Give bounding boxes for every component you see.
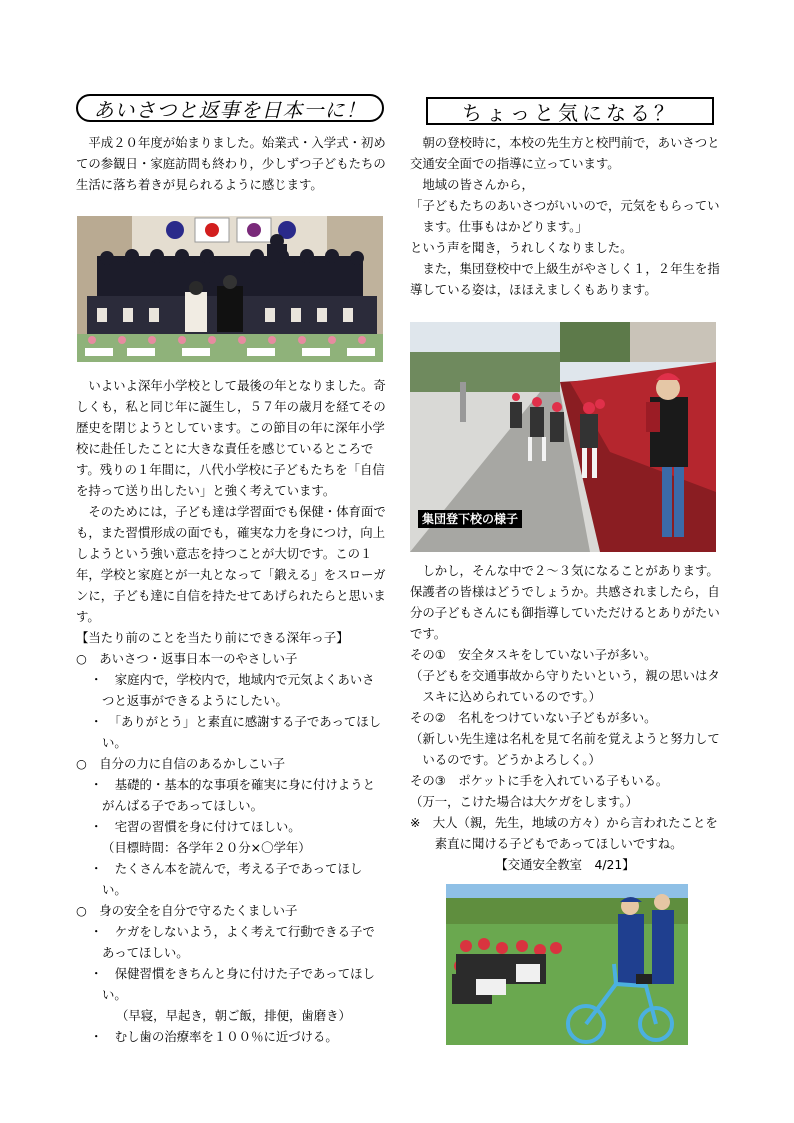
- group-commute-photo: [410, 322, 716, 552]
- left-para3: そのためには，子ども達は学習面でも保健・体育面でも，また習慣形成の面でも，確実な力を身につけ，向上しようという強い意志を持つことが大切です。この１年，学校と家庭とが一丸となって「鍛える」をスローガンに，子ども達に自信を持たせてあげられたらと思います。: [76, 504, 386, 624]
- left-intro-block: [76, 132, 386, 195]
- goal-1-bullet-1: ・ 家庭内で，学校内で，地域内で元気よくあいさつと返事ができるようにしたい。: [90, 672, 375, 708]
- right-p4: また，集団登校中で上級生がやさしく１，２年生を指導している姿は，ほほえましくもあります。: [410, 261, 720, 297]
- traffic-class-photo: [446, 884, 688, 1045]
- left-para2: いよいよ深年小学校として最後の年となりました。奇しくも，私と同じ年に誕生し，５７年の歳月を経てその歴史を閉じようとしています。この節目の年に深年小学校に赴任したことに大きな責任を感じているところです。残りの１年間に，八代小学校に子どもたちを「自信を持って送り出したい」と強く考えています。: [76, 378, 386, 498]
- goal-1: ○ あいさつ・返事日本一のやさしい子: [76, 651, 298, 666]
- right-p3: という声を聞き，うれしくなりました。: [410, 240, 633, 255]
- goal-2-bullet-3: ・ たくさん本を読んで，考える子であってほしい。: [90, 861, 363, 897]
- left-intro: 平成２０年度が始まりました。始業式・入学式・初めての参観日・家庭訪問も終わり，少しずつ子どもたちの生活に落ち着きが見られるように感じます。: [76, 135, 386, 192]
- right-top-block: [410, 132, 720, 300]
- traffic-class-caption: 【交通安全教室 4/21】: [495, 857, 635, 872]
- goal-2-bullet-2-sub: （目標時間：各学年２０分×〇学年）: [102, 840, 311, 855]
- concern-3: その③ ポケットに手を入れている子もいる。: [410, 773, 669, 788]
- right-p1: 朝の登校時に，本校の先生方と校門前で，あいさつと交通安全面での指導に立っています。: [410, 135, 720, 171]
- group-commute-caption: 集団登下校の様子: [418, 510, 522, 528]
- left-body-block: [76, 375, 386, 1047]
- right-title-box: [426, 97, 714, 125]
- right-title: ちょっと気になる？: [462, 100, 678, 125]
- concern-2-note: （新しい先生達は名札を見て名前を覚えようと努力しているのです。どうかよろしく。）: [410, 731, 720, 767]
- goal-3-bullet-2: ・ 保健習慣をきちんと身に付けた子であってほしい。: [90, 966, 375, 1002]
- right-p2: 地域の皆さんから，: [422, 177, 534, 192]
- goal-2-bullet-1: ・ 基礎的・基本的な事項を確実に身に付けようとがんばる子であってほしい。: [90, 777, 375, 813]
- concern-2: その② 名札をつけていない子どもが多い。: [410, 710, 657, 725]
- goal-3: ○ 身の安全を自分で守るたくましい子: [76, 903, 298, 918]
- goal-2: ○ 自分の力に自信のあるかしこい子: [76, 756, 286, 771]
- concern-1: その① 安全タスキをしていない子が多い。: [410, 647, 657, 662]
- closing-note: ※ 大人（親，先生，地域の方々）から言われたことを素直に聞ける子どもであってほしいですね。: [410, 815, 718, 851]
- goal-3-bullet-2-sub: （早寝，早起き，朝ご飯，排便，歯磨き）: [116, 1008, 351, 1023]
- left-title-box: [76, 94, 384, 122]
- right-bottom-block: [410, 560, 720, 875]
- left-title: あいさつと返事を日本一に！: [93, 97, 367, 122]
- goal-3-bullet-3: ・ むし歯の治療率を１００％に近づける。: [90, 1029, 338, 1044]
- ceremony-photo: [77, 216, 383, 362]
- goal-3-bullet-1: ・ ケガをしないよう，よく考えて行動できる子であってほしい。: [90, 924, 375, 960]
- goal-2-bullet-2: ・ 宅習の習慣を身に付けてほしい。: [90, 819, 301, 834]
- right-quote: 「子どもたちのあいさつがいいので，元気をもらっています。仕事もはかどります。」: [410, 198, 720, 234]
- goals-heading: 【当たり前のことを当たり前にできる深年っ子】: [76, 630, 349, 645]
- concern-1-note: （子どもを交通事故から守りたいという，親の思いはタスキに込められているのです。）: [410, 668, 720, 704]
- right-p5: しかし，そんな中で２～３気になることがあります。保護者の皆様はどうでしょうか。共感されましたら，自分の子どもさんにも御指導していただけるとありがたいです。: [410, 563, 720, 641]
- goal-1-bullet-2: ・ 「ありがとう」と素直に感謝する子であってほしい。: [90, 714, 382, 750]
- concern-3-note: （万一，こけた場合は大ケガをします。）: [410, 794, 638, 809]
